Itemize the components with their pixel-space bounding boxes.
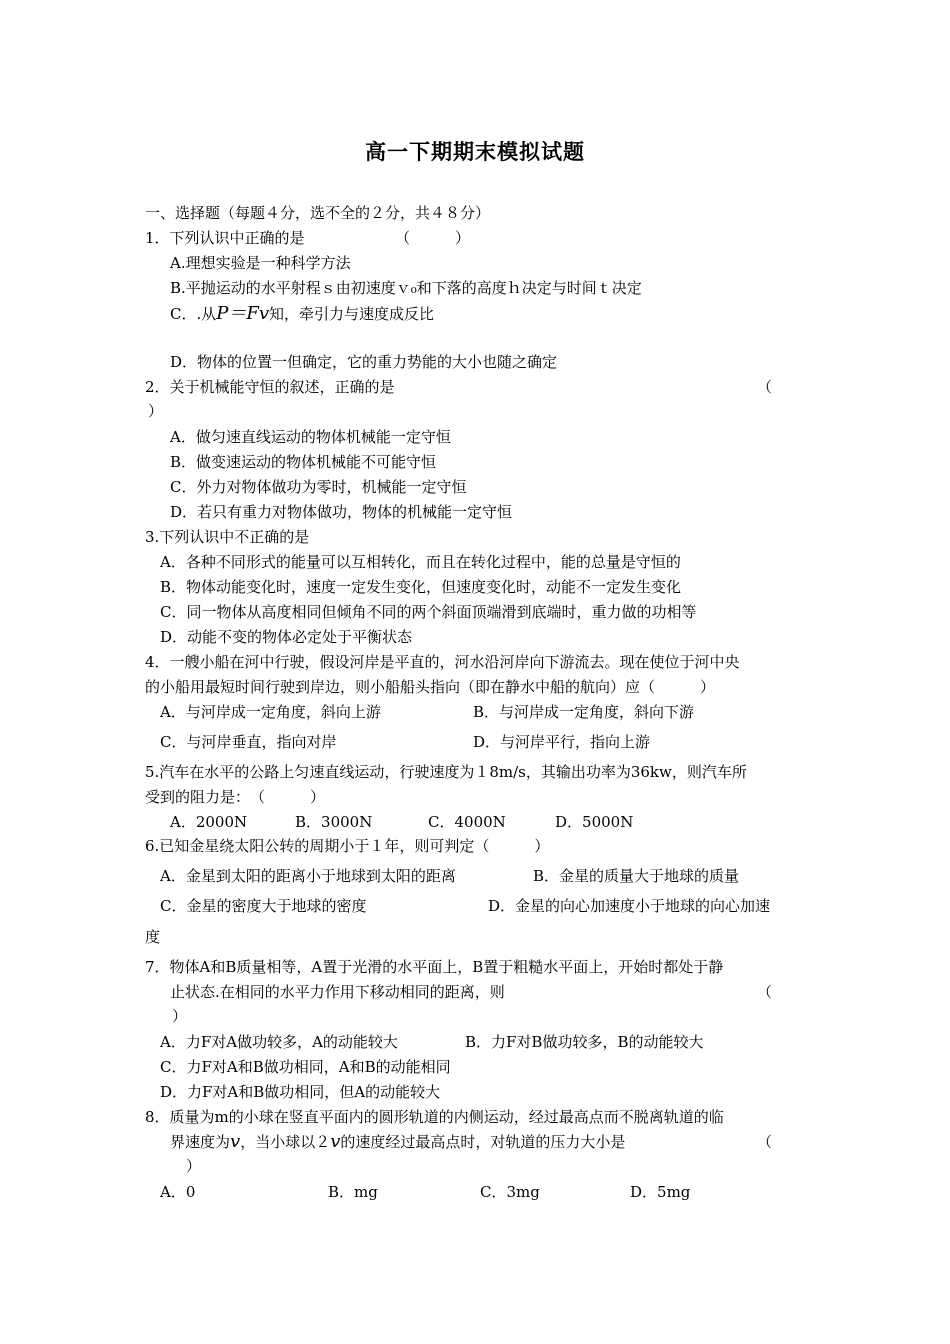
q2-stem: 2．关于机械能守恒的叙述，正确的是 [145, 378, 395, 396]
q1-stem: 1．下列认识中正确的是 [145, 229, 305, 247]
q1-option-c-prefix: C．.从 [170, 305, 217, 323]
q4-option-b: B．与河岸成一定角度，斜向下游 [473, 703, 695, 721]
q5-option-c: C．4000N [428, 813, 506, 831]
q2-paren-close: ） [148, 402, 164, 420]
q3-option-c: C．同一物体从高度相同但倾角不同的两个斜面顶端滑到底端时，重力做的功相等 [160, 603, 697, 621]
q8-option-b: B．mg [328, 1183, 378, 1201]
q8-paren-close: ） [186, 1157, 202, 1175]
q1-option-c-suffix: 知，牵引力与速度成反比 [269, 305, 435, 323]
q5-stem-line1: 5.汽车在水平的公路上匀速直线运动，行驶速度为１8m/s，其输出功率为36kw，则汽车所 [145, 763, 747, 781]
q2-option-a: A．做匀速直线运动的物体机械能一定守恒 [170, 428, 451, 446]
q6-option-b: B．金星的质量大于地球的质量 [533, 867, 740, 885]
q5-stem-line2: 受到的阻力是： （ ） [145, 788, 326, 806]
section-heading: 一、选择题（每题４分，选不全的２分，共４８分） [145, 204, 491, 222]
power-formula: P＝Fv [216, 303, 270, 324]
q6-option-d-wrap: 度 [145, 928, 161, 946]
velocity-symbol: v [230, 1131, 241, 1152]
q7-option-b: B．力F对B做功较多，B的动能较大 [465, 1033, 704, 1051]
q2-option-b: B．做变速运动的物体机械能不可能守恒 [170, 453, 437, 471]
q4-stem-line2: 的小船用最短时间行驶到岸边，则小船船头指向（即在静水中船的航向）应（ ） [145, 678, 716, 696]
q7-stem-line2: 止状态.在相同的水平力作用下移动相同的距离，则 [170, 983, 505, 1001]
q6-stem: 6.已知金星绕太阳公转的周期小于１年，则可判定（ ） [145, 837, 550, 855]
q2-option-c: C．外力对物体做功为零时，机械能一定守恒 [170, 478, 467, 496]
q8-stem-prefix: 界速度为 [170, 1133, 231, 1151]
q5-option-b: B．3000N [295, 813, 373, 831]
q7-paren-close: ） [172, 1007, 188, 1025]
q8-stem-line1: 8．质量为m的小球在竖直平面内的圆形轨道的内侧运动，经过最高点而不脱离轨道的临 [145, 1108, 724, 1126]
velocity-symbol: v [330, 1131, 341, 1152]
q4-option-d: D．与河岸平行，指向上游 [473, 733, 651, 751]
q8-stem-middle: ，当小球以２ [240, 1133, 331, 1151]
q2-paren-open: （ [757, 378, 773, 396]
q1-option-a: A.理想实验是一种科学方法 [170, 254, 351, 272]
q6-option-d: D．金星的向心加速度小于地球的向心加速 [488, 897, 771, 915]
q7-option-a: A．力F对A做功较多，A的动能较大 [160, 1033, 398, 1051]
q4-option-a: A．与河岸成一定角度，斜向上游 [160, 703, 381, 721]
q3-stem: 3.下列认识中不正确的是 [145, 528, 310, 546]
q3-option-a: A．各种不同形式的能量可以互相转化，而且在转化过程中，能的总量是守恒的 [160, 553, 681, 571]
q4-stem-line1: 4．一艘小船在河中行驶，假设河岸是平直的，河水沿河岸向下游流去。现在使位于河中央 [145, 653, 740, 671]
q2-option-d: D．若只有重力对物体做功，物体的机械能一定守恒 [170, 503, 513, 521]
q4-option-c: C．与河岸垂直，指向对岸 [160, 733, 337, 751]
q1-option-c [170, 304, 434, 324]
q8-option-c: C．3mg [480, 1183, 540, 1201]
q6-option-a: A．金星到太阳的距离小于地球到太阳的距离 [160, 867, 456, 885]
q5-option-d: D．5000N [555, 813, 634, 831]
q8-option-d: D．5mg [630, 1183, 691, 1201]
q8-option-a: A．0 [160, 1183, 196, 1201]
q8-stem-line2 [170, 1132, 625, 1152]
q8-paren-open: （ [757, 1133, 773, 1151]
q1-option-b: B.平抛运动的水平射程ｓ由初速度ｖ₀和下落的高度ｈ决定与时间ｔ决定 [170, 279, 642, 297]
q7-stem-line1: 7．物体A和B质量相等，A置于光滑的水平面上，B置于粗糙水平面上，开始时都处于静 [145, 958, 724, 976]
q6-option-c: C．金星的密度大于地球的密度 [160, 897, 367, 915]
q7-paren-open: （ [757, 983, 773, 1001]
page-title: 高一下期期末模拟试题 [365, 139, 585, 164]
q8-stem-suffix: 的速度经过最高点时，对轨道的压力大小是 [340, 1133, 626, 1151]
q1-answer-paren: （ ） [395, 229, 471, 247]
q1-option-d: D．物体的位置一但确定，它的重力势能的大小也随之确定 [170, 353, 558, 371]
q7-option-d: D．力F对A和B做功相同，但A的动能较大 [160, 1083, 441, 1101]
q3-option-b: B．物体动能变化时，速度一定发生变化，但速度变化时，动能不一定发生变化 [160, 578, 682, 596]
q5-option-a: A．2000N [170, 813, 248, 831]
q7-option-c: C．力F对A和B做功相同，A和B的动能相同 [160, 1058, 451, 1076]
q3-option-d: D．动能不变的物体必定处于平衡状态 [160, 628, 413, 646]
